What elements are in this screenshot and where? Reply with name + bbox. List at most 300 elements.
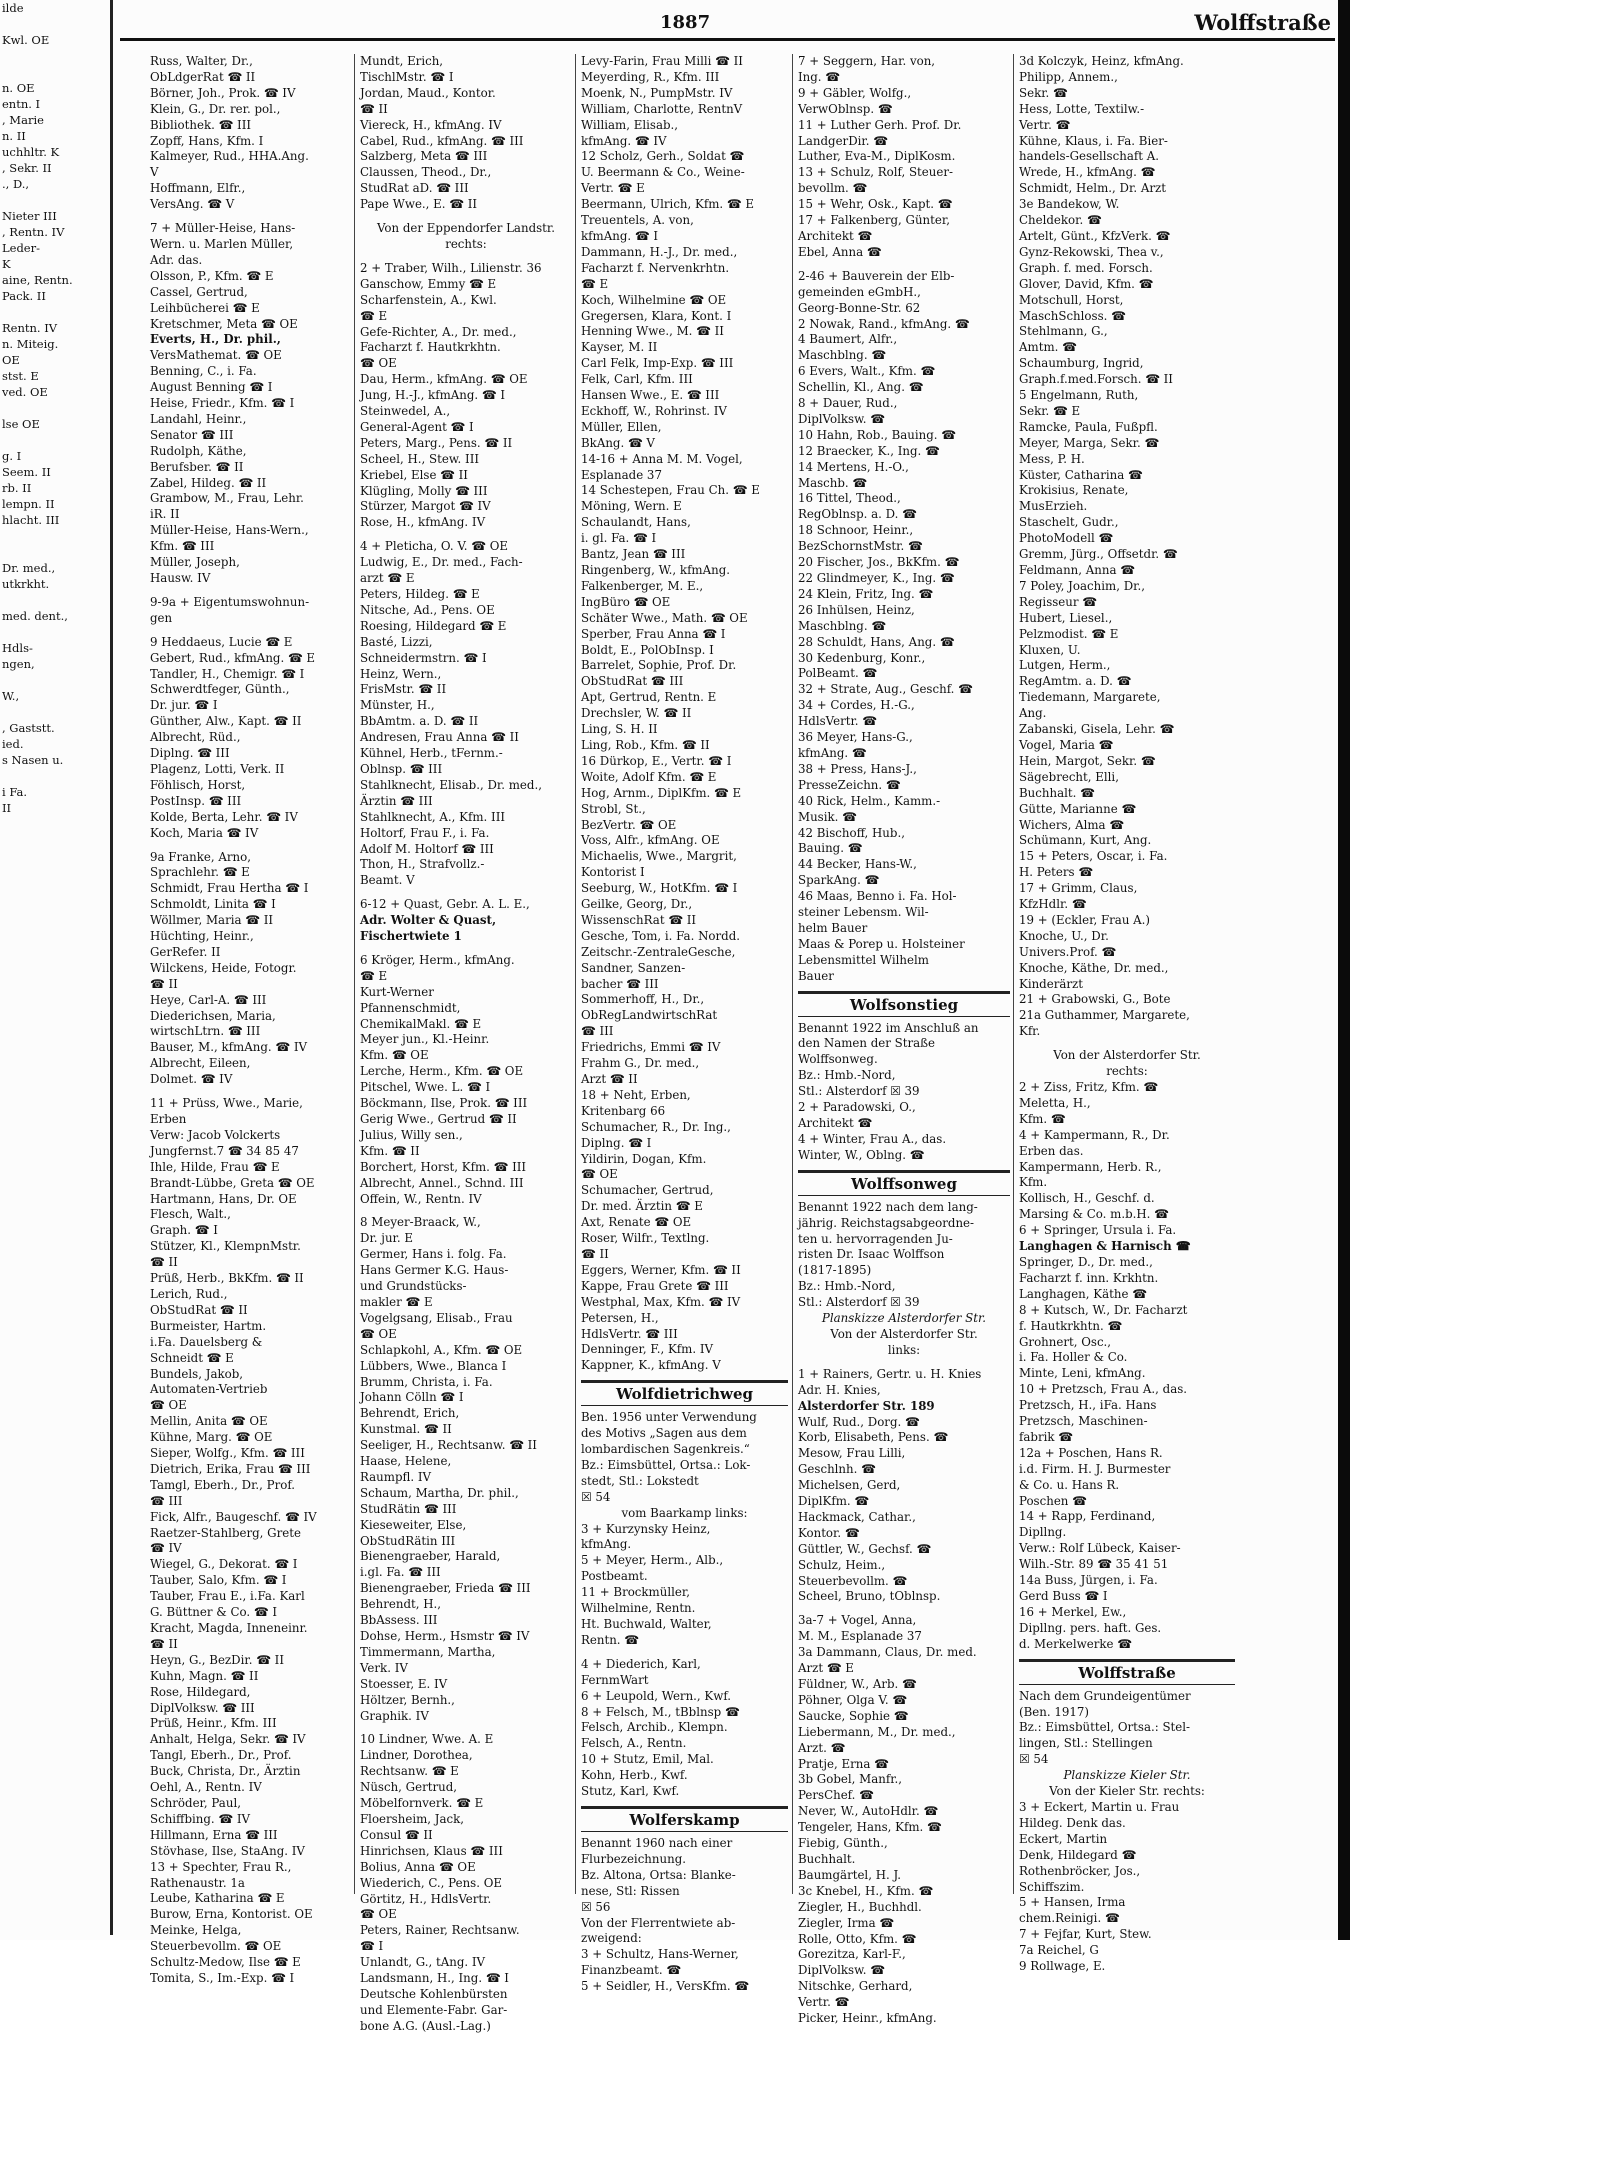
directory-entry: H. Peters ☎ (1019, 865, 1094, 880)
directory-entry: KfzHdlr. ☎ (1019, 897, 1087, 912)
directory-entry: Michaelis, Wwe., Margrit, (581, 849, 737, 864)
directory-entry: ☎ OE (360, 1326, 397, 1341)
directory-entry: ☎ I (360, 1939, 384, 1954)
directory-entry: 7 + Seggern, Har. von, (798, 54, 936, 68)
directory-entry: 14a Buss, Jürgen, i. Fa. (1019, 1573, 1158, 1588)
directory-entry: i.d. Firm. H. J. Burmester (1019, 1461, 1171, 1476)
directory-entry: Albrecht, Annel., Schnd. III (360, 1175, 524, 1190)
directory-entry: i. gl. Fa. ☎ I (581, 531, 657, 546)
directory-entry: Klügling, Molly ☎ III (360, 483, 488, 498)
directory-entry: Alsterdorfer Str. 189 (798, 1398, 935, 1413)
directory-entry: Senator ☎ III (150, 427, 234, 442)
directory-entry: PhotoModell ☎ (1019, 531, 1114, 546)
fragment-line: Nieter III (2, 209, 57, 223)
column-divider (1013, 54, 1014, 1894)
directory-entry: Von der Alsterdorfer Str. (1053, 1048, 1201, 1063)
directory-entry: und Elemente-Fabr. Gar- (360, 2002, 508, 2017)
directory-entry: RegAmtm. a. D. ☎ (1019, 674, 1132, 689)
directory-entry: Consul ☎ II (360, 1827, 433, 1842)
directory-entry: Dr. med. Ärztin ☎ E (581, 1199, 703, 1214)
directory-entry: 46 Maas, Benno i. Fa. Hol- (798, 889, 957, 904)
directory-entry: Kampermann, Herb. R., (1019, 1159, 1162, 1174)
directory-entry: Carl Felk, Imp-Exp. ☎ III (581, 356, 734, 371)
directory-entry: 3a-7 + Vogel, Anna, (798, 1613, 917, 1628)
directory-entry: risten Dr. Isaac Wolffson (798, 1247, 945, 1262)
directory-entry: Ramcke, Paula, Fußpfl. (1019, 419, 1158, 434)
directory-entry: BbAmtm. a. D. ☎ II (360, 714, 479, 729)
directory-entry: Langhagen, Käthe ☎ (1019, 1286, 1147, 1301)
directory-entry: Lübbers, Wwe., Blanca I (360, 1358, 507, 1373)
fragment-line: lse OE (2, 417, 40, 431)
directory-entry: 2 + Paradowski, O., (798, 1100, 916, 1115)
directory-entry: Saucke, Sophie ☎ (798, 1708, 909, 1723)
directory-entry: WissenschRat ☎ II (581, 912, 697, 927)
directory-entry: 3 + Schultz, Hans-Werner, (581, 1947, 739, 1962)
directory-entry: Strobl, St., (581, 801, 646, 816)
directory-entry: 12 Braecker, K., Ing. ☎ (798, 443, 940, 458)
directory-entry: Barrelet, Sophie, Prof. Dr. (581, 658, 737, 673)
directory-entry: Geilke, Georg, Dr., (581, 897, 693, 912)
directory-entry: Pretzsch, Maschinen- (1019, 1414, 1148, 1429)
directory-entry: Scheel, Bruno, tOblnsp. (798, 1589, 941, 1604)
directory-entry: 8 + Felsch, M., tBblnsp ☎ (581, 1704, 740, 1719)
directory-entry: Facharzt f. Nervenkrhtn. (581, 260, 730, 275)
spacer (581, 1649, 788, 1657)
column-2 (360, 54, 572, 2033)
directory-entry: 44 Becker, Hans-W., (798, 857, 917, 872)
directory-entry: 2 + Traber, Wilh., Lilienstr. 36 (360, 260, 542, 275)
column-divider (354, 54, 355, 1894)
fragment-line: utkrkht. (2, 577, 50, 591)
directory-entry: G. Büttner & Co. ☎ I (150, 1605, 277, 1620)
directory-entry: Schellin, Kl., Ang. ☎ (798, 380, 924, 395)
directory-entry: 3 + Eckert, Martin u. Frau (1019, 1799, 1180, 1814)
directory-entry: Möning, Wern. E (581, 499, 682, 514)
street-heading: Wolfdietrichweg (581, 1380, 788, 1406)
directory-entry: Meletta, H., (1019, 1095, 1091, 1110)
directory-entry: Stl.: Alsterdorf ☒ 39 (798, 1295, 920, 1310)
directory-entry: d. Merkelwerke ☎ (1019, 1636, 1132, 1651)
directory-entry: Ringenberg, W., kfmAng. (581, 563, 731, 577)
directory-entry: Heinz, Wern., (360, 666, 442, 681)
directory-entry: StudRätin ☎ III (360, 1501, 457, 1516)
directory-entry: Krokisius, Renate, (1019, 483, 1129, 498)
directory-entry: PostInsp. ☎ III (150, 793, 242, 808)
directory-entry: Behrendt, Erich, (360, 1406, 460, 1421)
directory-entry: RegOblnsp. a. D. ☎ (798, 507, 917, 522)
fragment-line: , Marie (2, 113, 44, 127)
directory-entry: Basté, Lizzi, (360, 634, 433, 649)
directory-entry: lombardischen Sagenkreis.“ (581, 1442, 750, 1457)
directory-entry: Seeburg, W., HotKfm. ☎ I (581, 881, 738, 896)
directory-entry: Dr. jur. E (360, 1231, 414, 1246)
directory-entry: Gerig Wwe., Gertrud ☎ II (360, 1112, 517, 1126)
directory-entry: 2 Nowak, Rand., kfmAng. ☎ (798, 316, 970, 331)
directory-entry: 32 + Strate, Aug., Geschf. ☎ (798, 682, 973, 697)
directory-entry: Kappner, K., kfmAng. V (581, 1358, 721, 1373)
directory-entry: Poschen ☎ (1019, 1493, 1087, 1508)
directory-entry: Zopff, Hans, Kfm. I (150, 133, 264, 148)
directory-entry: ObStudRätin III (360, 1533, 456, 1548)
directory-entry: Kriebel, Else ☎ II (360, 467, 468, 482)
directory-entry: Johann Cölln ☎ I (360, 1390, 464, 1405)
fragment-line (0, 544, 110, 560)
directory-entry: Facharzt f. inn. Krkhtn. (1019, 1270, 1159, 1285)
directory-entry: 3b Gobel, Manfr., (798, 1772, 903, 1787)
directory-entry: Kfm. ☎ II (360, 1143, 420, 1158)
directory-entry: Gerd Buss ☎ I (1019, 1589, 1108, 1603)
directory-entry: BezSchornstMstr. ☎ (798, 539, 923, 554)
directory-entry: 5 + Meyer, Herm., Alb., (581, 1553, 724, 1568)
directory-entry: Bauing. ☎ (798, 841, 863, 856)
directory-entry: Müller, Joseph, (150, 555, 240, 570)
directory-entry: Kontor. ☎ (798, 1525, 860, 1540)
directory-entry: Zeitschr.-ZentraleGesche, (581, 944, 736, 959)
directory-entry: VerwOblnsp. ☎ (798, 101, 893, 116)
directory-entry: 6-12 + Quast, Gebr. A. L. E., (360, 897, 530, 912)
directory-entry: Wichers, Alma ☎ (1019, 817, 1125, 832)
directory-entry: Erben (150, 1112, 187, 1126)
directory-entry: 11 + Luther Gerh. Prof. Dr. (798, 117, 962, 132)
directory-entry: Güttler, W., Gechsf. ☎ (798, 1541, 932, 1556)
directory-entry: Pöhner, Olga V. ☎ (798, 1692, 908, 1707)
directory-entry: Musik. ☎ (798, 809, 857, 824)
directory-entry: links: (887, 1342, 921, 1357)
fragment-line: , Gaststt. (2, 721, 55, 735)
directory-entry: Borchert, Horst, Kfm. ☎ III (360, 1159, 527, 1174)
directory-entry: Gremm, Jürg., Offsetdr. ☎ (1019, 547, 1178, 562)
directory-entry: 17 + Grimm, Claus, (1019, 881, 1138, 896)
directory-entry: Georg-Bonne-Str. 62 (798, 300, 921, 315)
directory-entry: Bibliothek. ☎ III (150, 117, 252, 132)
directory-entry: Meyer jun., Kl.-Heinr. (360, 1032, 490, 1047)
directory-entry: PolBeamt. ☎ (798, 666, 878, 681)
directory-entry: ☒ 56 (581, 1899, 611, 1914)
directory-entry: GerRefer. II (150, 944, 221, 959)
directory-entry: PersChef. ☎ (798, 1788, 874, 1803)
directory-entry: Bundels, Jakob, (150, 1366, 244, 1381)
directory-entry: Never, W., AutoHdlr. ☎ (798, 1804, 939, 1819)
directory-entry: Kieseweiter, Else, (360, 1517, 467, 1532)
page-edge-shadow (1338, 0, 1350, 1940)
directory-entry: Rathenaustr. 1a (150, 1875, 245, 1890)
directory-entry: Pape Wwe., E. ☎ II (360, 197, 478, 212)
directory-entry: Axt, Renate ☎ OE (581, 1215, 692, 1230)
directory-entry: Kfr. (1019, 1024, 1041, 1039)
fragment-line: Kwl. OE (2, 33, 50, 47)
directory-entry: ☎ IV (150, 1541, 182, 1556)
directory-entry: Architekt ☎ (798, 1116, 873, 1130)
directory-entry: Julius, Willy sen., (360, 1127, 463, 1142)
directory-entry: Raumpfl. IV (360, 1469, 432, 1484)
directory-entry: Hinrichsen, Klaus ☎ III (360, 1843, 503, 1858)
fragment-line: hlacht. III (2, 513, 60, 527)
fragment-line: uchhltr. K (2, 145, 60, 159)
fragment-line: i Fa. (2, 785, 28, 799)
directory-entry: Maschblng. ☎ (798, 348, 887, 363)
fragment-line: Dr. med., (2, 561, 56, 575)
directory-entry: Albrecht, Rüd., (150, 730, 241, 745)
directory-entry: Dipllng. pers. haft. Ges. (1019, 1620, 1162, 1635)
directory-entry: Schmidt, Helm., Dr. Arzt (1019, 181, 1166, 196)
directory-entry: Buchhalt. ☎ (1019, 785, 1095, 800)
column-5 (1019, 54, 1235, 1974)
directory-entry: & Co. u. Hans R. (1019, 1477, 1120, 1492)
directory-entry: Gefe-Richter, A., Dr. med., (360, 324, 517, 339)
directory-entry: Meinke, Helga, (150, 1923, 242, 1938)
directory-entry: William, Elisab., (581, 117, 679, 132)
directory-entry: 3c Knebel, H., Kfm. ☎ (798, 1883, 934, 1898)
directory-entry: Vogel, Maria ☎ (1019, 737, 1114, 752)
previous-page-fragment (0, 0, 113, 1935)
directory-entry: DiplVolksw. ☎ (798, 1963, 885, 1978)
directory-entry: Marsing & Co. m.b.H. ☎ (1019, 1207, 1169, 1222)
directory-entry: Bolius, Anna ☎ OE (360, 1859, 476, 1874)
directory-entry: 21a Guthammer, Margarete, (1019, 1008, 1190, 1023)
directory-entry: i.Fa. Dauelsberg & (150, 1334, 263, 1349)
directory-entry: Glover, David, Kfm. ☎ (1019, 276, 1154, 291)
directory-entry: Gesche, Tom, i. Fa. Nordd. (581, 928, 740, 943)
directory-entry: Kohn, Herb., Kwf. (581, 1768, 688, 1783)
directory-entry: Arzt ☎ E (798, 1661, 854, 1676)
directory-entry: Verk. IV (360, 1660, 408, 1675)
directory-entry: Rechtsanw. ☎ E (360, 1764, 459, 1779)
directory-entry: Benannt 1922 im Anschluß an (798, 1020, 979, 1035)
directory-entry: 6 Evers, Walt., Kfm. ☎ (798, 364, 936, 379)
directory-entry: Graph.f.med.Forsch. ☎ II (1019, 372, 1173, 387)
directory-entry: Kluxen, U. (1019, 642, 1081, 657)
directory-entry: Cabel, Rud., kfmAng. ☎ III (360, 133, 524, 148)
directory-entry: Boldt, E., PolObInsp. I (581, 642, 714, 657)
spacer (150, 627, 350, 635)
directory-entry: Stützer, Kl., KlempnMstr. (150, 1239, 301, 1254)
directory-entry: gemeinden eGmbH., (798, 284, 921, 299)
directory-entry: 30 Kedenburg, Konr., (798, 650, 926, 665)
directory-entry: Kayser, M. II (581, 340, 658, 355)
directory-entry: 20 Fischer, Jos., BkKfm. ☎ (798, 555, 960, 570)
directory-entry: Heise, Friedr., Kfm. ☎ I (150, 396, 295, 411)
directory-entry: Kolde, Berta, Lehr. ☎ IV (150, 809, 298, 824)
directory-entry: Von der Kieler Str. rechts: (1049, 1784, 1205, 1799)
directory-entry: 6 + Leupold, Wern., Kwf. (581, 1688, 732, 1703)
directory-entry: Kfm. (1019, 1175, 1048, 1190)
directory-entry: Görtitz, H., HdlsVertr. (360, 1891, 492, 1906)
directory-entry: Landahl, Heinr., (150, 411, 247, 426)
directory-entry: Schumacher, Gertrud, (581, 1183, 714, 1198)
directory-entry: Amtm. ☎ (1019, 340, 1077, 355)
directory-entry: Nüsch, Gertrud, (360, 1780, 458, 1795)
directory-entry: 5 + Seidler, H., VersKfm. ☎ (581, 1979, 750, 1994)
directory-entry: Stoesser, E. IV (360, 1676, 448, 1691)
directory-entry: Dietrich, Erika, Frau ☎ III (150, 1461, 311, 1476)
directory-entry: Sekr. ☎ E (1019, 403, 1081, 418)
directory-entry: Scheel, H., Stew. III (360, 451, 480, 466)
directory-entry: BbAssess. III (360, 1613, 438, 1628)
fragment-line: lempn. II (2, 497, 55, 511)
directory-entry: Fick, Alfr., Baugeschf. ☎ IV (150, 1509, 317, 1524)
directory-entry: ☎ E (360, 308, 388, 323)
directory-entry: Dohse, Herm., Hsmstr ☎ IV (360, 1629, 530, 1643)
directory-entry: Benannt 1960 nach einer (581, 1835, 733, 1850)
directory-entry: Grohnert, Osc., (1019, 1334, 1112, 1349)
directory-entry: Bantz, Jean ☎ III (581, 547, 686, 562)
directory-entry: 28 Schuldt, Hans, Ang. ☎ (798, 634, 955, 649)
fragment-line: , Rentn. IV (2, 225, 65, 239)
directory-entry: Klein, G., Dr. rer. pol., (150, 101, 281, 116)
directory-entry: Hoffmann, Elfr., (150, 181, 246, 196)
fragment-line (0, 192, 110, 208)
column-1 (150, 54, 350, 1985)
directory-entry: Tauber, Frau E., i.Fa. Karl (150, 1589, 305, 1604)
directory-entry: 4 + Kampermann, R., Dr. (1019, 1127, 1170, 1142)
directory-entry: Springer, D., Dr. med., (1019, 1254, 1153, 1269)
directory-entry: 8 + Dauer, Rud., (798, 396, 898, 411)
directory-entry: 3e Bandekow, W. (1019, 197, 1120, 212)
directory-entry: DiplVolksw. ☎ III (150, 1700, 255, 1715)
directory-entry: Stutz, Karl, Kwf. (581, 1784, 680, 1799)
directory-entry: 19 + (Eckler, Frau A.) (1019, 912, 1151, 927)
spacer (360, 253, 572, 261)
directory-entry: Tomita, S., Im.-Exp. ☎ I (150, 1970, 295, 1985)
directory-entry: Föhlisch, Horst, (150, 777, 246, 792)
directory-entry: ☎ E (360, 968, 388, 983)
directory-entry: Tengeler, Hans, Kfm. ☎ (798, 1820, 942, 1835)
fragment-line: Rentn. IV (2, 321, 58, 335)
fragment-line: ied. (2, 737, 24, 751)
directory-entry: Hans Germer K.G. Haus- (360, 1263, 509, 1278)
directory-entry: Kühnel, Herb., tFernm.- (360, 746, 503, 761)
directory-entry: 9 Heddaeus, Lucie ☎ E (150, 634, 293, 649)
fragment-line: stst. E (2, 369, 39, 383)
directory-entry: 12a + Poschen, Hans R. (1019, 1445, 1163, 1460)
directory-entry: Adolf M. Holtorf ☎ III (360, 841, 494, 856)
page-header (120, 8, 1335, 41)
directory-entry: Lebensmittel Wilhelm (798, 952, 929, 967)
directory-entry: rechts: (445, 236, 487, 251)
directory-entry: ObStudRat ☎ II (150, 1302, 248, 1317)
directory-entry: 18 + Neht, Erben, (581, 1087, 691, 1102)
directory-entry: Kollisch, H., Geschf. d. (1019, 1191, 1155, 1206)
directory-entry: Nach dem Grundeigentümer (1019, 1688, 1191, 1703)
directory-entry: Wilhelmine, Rentn. (581, 1601, 696, 1616)
directory-entry: Motschull, Horst, (1019, 292, 1124, 307)
directory-entry: Apt, Gertrud, Rentn. E (581, 690, 717, 705)
directory-entry: Treuentels, A. von, (581, 213, 694, 228)
directory-entry: Michelsen, Gerd, (798, 1478, 901, 1493)
column-divider (792, 54, 793, 1894)
directory-entry: HdlsVertr. ☎ III (581, 1326, 678, 1341)
directory-entry: Diplng. ☎ I (581, 1135, 652, 1150)
directory-entry: Hess, Lotte, Textilw.- (1019, 101, 1145, 116)
directory-entry: 9 Rollwage, E. (1019, 1959, 1106, 1974)
directory-entry: Graph. f. med. Forsch. (1019, 260, 1153, 275)
directory-entry: Grambow, M., Frau, Lehr. (150, 491, 304, 506)
fragment-line (0, 592, 110, 608)
directory-entry: Gütte, Marianne ☎ (1019, 801, 1137, 816)
directory-entry: ☎ II (150, 1255, 178, 1270)
directory-entry: Vertr. ☎ (798, 1995, 850, 2010)
fragment-line (0, 528, 110, 544)
directory-entry: Denk, Hildegard ☎ (1019, 1847, 1137, 1862)
directory-entry: BkAng. ☎ V (581, 435, 655, 450)
directory-entry: Esplanade 37 (581, 467, 662, 482)
directory-entry: Henning Wwe., M. ☎ II (581, 324, 724, 339)
spacer (150, 213, 350, 221)
directory-entry: Wiederich, C., Pens. OE (360, 1875, 503, 1890)
directory-entry: Petersen, H., (581, 1310, 659, 1325)
directory-entry: Adr. H. Knies, (798, 1382, 881, 1397)
directory-entry: iR. II (150, 507, 180, 522)
directory-entry: 10 Hahn, Rob., Bauing. ☎ (798, 427, 956, 442)
directory-entry: f. Hautkrkhtn. ☎ (1019, 1318, 1123, 1333)
fragment-line (0, 672, 110, 688)
fragment-line: , Sekr. II (2, 161, 52, 175)
directory-entry: ☎ II (150, 976, 178, 991)
directory-entry: Friedrichs, Emmi ☎ IV (581, 1040, 721, 1055)
directory-entry: Tangl, Eberh., Dr., Prof. (150, 1748, 292, 1763)
directory-entry: ☎ OE (581, 1167, 618, 1182)
directory-entry: Maas & Porep u. Holsteiner (798, 936, 965, 951)
directory-entry: kfmAng. (581, 1537, 632, 1552)
directory-entry: Wilckens, Heide, Fotogr. (150, 960, 297, 975)
directory-entry: Roser, Wilfr., Textlng. (581, 1231, 710, 1246)
directory-entry: Koch, Wilhelmine ☎ OE (581, 292, 727, 307)
directory-entry: Andresen, Frau Anna ☎ II (360, 730, 519, 745)
directory-entry: Ludwig, E., Dr. med., Fach- (360, 555, 523, 570)
fragment-line: n. OE (2, 81, 35, 95)
directory-entry: Vertr. ☎ (1019, 117, 1071, 132)
directory-entry: Cheldekor. ☎ (1019, 213, 1102, 228)
directory-entry: 24 Klein, Fritz, Ing. ☎ (798, 586, 934, 601)
directory-entry: Olsson, P., Kfm. ☎ E (150, 268, 274, 283)
directory-entry: 16 Dürkop, E., Vertr. ☎ I (581, 753, 732, 768)
directory-entry: Stehlmann, G., (1019, 324, 1108, 339)
directory-entry: Rose, H., kfmAng. IV (360, 515, 486, 530)
directory-entry: Wern. u. Marlen Müller, (150, 236, 294, 251)
directory-entry: VersMathemat. ☎ OE (150, 348, 282, 363)
directory-entry: Schiffbing. ☎ IV (150, 1811, 251, 1826)
directory-entry: M. M., Esplanade 37 (798, 1629, 922, 1644)
directory-entry: Korb, Elisabeth, Pens. ☎ (798, 1430, 949, 1445)
directory-entry: Rentn. ☎ (581, 1632, 639, 1647)
directory-entry: (1817-1895) (798, 1263, 872, 1278)
directory-entry: 14 Schestepen, Frau Ch. ☎ E (581, 483, 760, 498)
directory-entry: Diplng. ☎ III (150, 746, 230, 761)
directory-entry: ☎ E (581, 276, 609, 291)
directory-entry: Hausw. IV (150, 571, 211, 585)
directory-entry: ten u. hervorragenden Ju- (798, 1231, 953, 1246)
directory-entry: Sandner, Sanzen- (581, 960, 686, 975)
directory-entry: und Grundstücks- (360, 1279, 467, 1294)
fragment-line: K (2, 257, 11, 271)
directory-entry: MusErzieh. (1019, 499, 1088, 514)
directory-entry: Deutsche Kohlenbürsten (360, 1986, 508, 2001)
directory-entry: Pelzmodist. ☎ E (1019, 626, 1119, 641)
directory-entry: 9a Franke, Arno, (150, 849, 251, 864)
directory-entry: Beamt. V (360, 873, 415, 888)
page-title: Wolffstraße (1194, 10, 1331, 35)
directory-entry: Sägebrecht, Elli, (1019, 769, 1119, 784)
directory-entry: Ziegler, H., Buchhdl. (798, 1899, 922, 1914)
directory-entry: Drechsler, W. ☎ II (581, 706, 692, 721)
directory-entry: Burow, Erna, Kontorist. OE (150, 1907, 313, 1922)
directory-entry: Planskizze Kieler Str. (1063, 1768, 1191, 1783)
fragment-line: med. dent., (2, 609, 68, 623)
directory-entry: IngBüro ☎ OE (581, 594, 671, 609)
directory-entry: Steuerbevollm. ☎ OE (150, 1939, 282, 1954)
directory-entry: 8 + Kutsch, W., Dr. Facharzt (1019, 1302, 1188, 1317)
fragment-line: n. II (2, 129, 26, 143)
